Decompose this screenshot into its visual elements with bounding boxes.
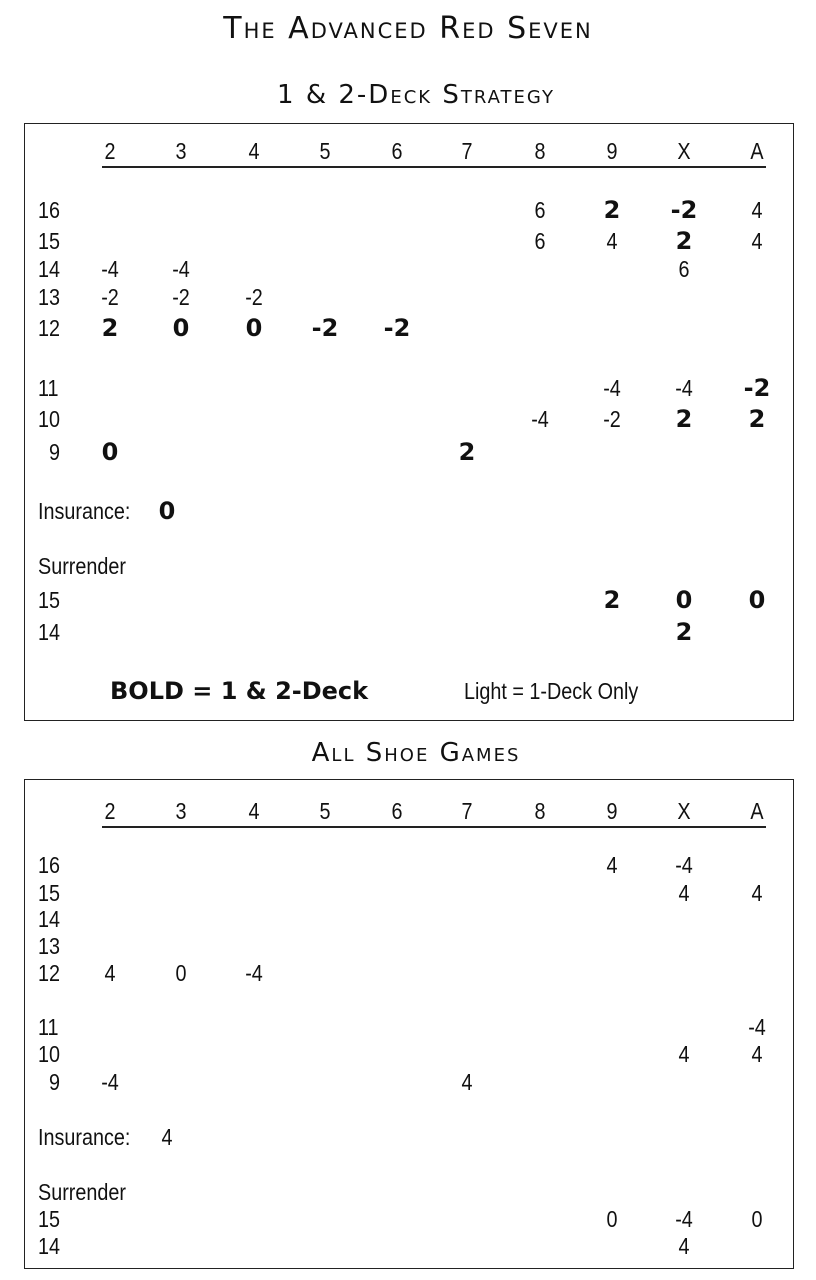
section1-cell: -4: [531, 406, 549, 432]
section2-cell: 4: [678, 880, 690, 906]
section1-row-label: 14: [38, 256, 61, 282]
section2-cell: -4: [675, 852, 693, 878]
section2-row-label: 14: [38, 906, 61, 932]
section1-row-label: 14: [38, 619, 61, 645]
section2-col-header: 5: [319, 798, 331, 824]
section1-surrender-label: Surrender: [38, 553, 126, 579]
section2-row-label: 9: [49, 1069, 61, 1095]
section1-row-label: 11: [38, 375, 59, 401]
section2-cell: 4: [606, 852, 618, 878]
section1-cell: -4: [675, 375, 693, 401]
section2-insurance-label: Insurance:: [38, 1124, 131, 1150]
section2-col-header: 6: [391, 798, 403, 824]
section1-cell: -2: [670, 196, 698, 224]
section1-cell: -4: [101, 256, 119, 282]
section2-surrender-label: Surrender: [38, 1179, 126, 1205]
section2-col-header: 8: [534, 798, 546, 824]
section1-cell: 0: [245, 314, 263, 342]
section2-cell: -4: [748, 1014, 766, 1040]
section1-col-header: X: [677, 138, 691, 164]
section2-row-label: 15: [38, 880, 61, 906]
legend-light-text: Light = 1-Deck Only: [464, 678, 639, 704]
section1-cell: 2: [675, 405, 693, 433]
section1-cell: 2: [603, 586, 621, 614]
section1-cell: -4: [603, 375, 621, 401]
section1-cell: -2: [172, 284, 190, 310]
section1-cell: 2: [101, 314, 119, 342]
section2-cell: 0: [175, 960, 187, 986]
section2-row-label: 15: [38, 1206, 61, 1232]
section1-cell: 0: [748, 586, 766, 614]
section1-cell: 0: [675, 586, 693, 614]
section1-col-header: 2: [104, 138, 116, 164]
section2-cell: 4: [461, 1069, 473, 1095]
section1-cell: -4: [172, 256, 190, 282]
section2-cell: 4: [678, 1041, 690, 1067]
section1-row-label: 15: [38, 587, 61, 613]
section2-col-header: 2: [104, 798, 116, 824]
section2-cell: -4: [675, 1206, 693, 1232]
section1-row-label: 15: [38, 228, 61, 254]
section1-cell: -2: [101, 284, 119, 310]
section1-heading: 1 & 2-Deck Strategy: [277, 80, 555, 110]
page-title: The Advanced Red Seven: [223, 11, 593, 46]
section2-col-header: 4: [248, 798, 260, 824]
section1-cell: 2: [675, 618, 693, 646]
section1-row-label: 10: [38, 406, 61, 432]
section1-col-header: 4: [248, 138, 260, 164]
section2-col-header: X: [677, 798, 691, 824]
section1-cell: -2: [311, 314, 339, 342]
section2-cell: -4: [101, 1069, 119, 1095]
section1-cell: 6: [534, 228, 546, 254]
section1-cell: -2: [603, 406, 621, 432]
section1-row-label: 16: [38, 197, 61, 223]
section1-insurance-label: Insurance:: [38, 498, 131, 524]
section1-row-label: 12: [38, 315, 61, 341]
section1-cell: 4: [751, 228, 763, 254]
section1-col-header: 6: [391, 138, 403, 164]
section2-cell: -4: [245, 960, 263, 986]
section1-cell: 4: [606, 228, 618, 254]
section2-col-header: 7: [461, 798, 473, 824]
section2-row-label: 11: [38, 1014, 59, 1040]
section1-col-header: 7: [461, 138, 473, 164]
section2-row-label: 14: [38, 1233, 61, 1259]
section1-cell: 6: [534, 197, 546, 223]
section1-cell: 4: [751, 197, 763, 223]
legend-bold-text: BOLD = 1 & 2-Deck: [110, 677, 369, 705]
section2-cell: 4: [678, 1233, 690, 1259]
section2-col-header: A: [750, 798, 764, 824]
section2-cell: 0: [751, 1206, 763, 1232]
section1-insurance-value: 0: [158, 497, 176, 525]
section2-heading: All Shoe Games: [311, 738, 521, 768]
section2-row-label: 10: [38, 1041, 61, 1067]
section1-cell: 2: [458, 438, 476, 466]
section1-row-label: 13: [38, 284, 61, 310]
section1-row-label: 9: [49, 439, 61, 465]
section1-cell: 6: [678, 256, 690, 282]
section2-cell: 0: [606, 1206, 618, 1232]
section2-row-label: 12: [38, 960, 61, 986]
section1-cell: 0: [101, 438, 119, 466]
section1-cell: 0: [172, 314, 190, 342]
section1-header-underline: [102, 166, 766, 168]
section2-col-header: 3: [175, 798, 187, 824]
section1-cell: -2: [383, 314, 411, 342]
section2-cell: 4: [751, 880, 763, 906]
section1-cell: -2: [245, 284, 263, 310]
section2-insurance-value: 4: [161, 1124, 173, 1150]
section1-col-header: 3: [175, 138, 187, 164]
section1-cell: 2: [675, 227, 693, 255]
section1-col-header: 9: [606, 138, 618, 164]
section2-row-label: 16: [38, 852, 61, 878]
section2-row-label: 13: [38, 933, 61, 959]
section1-col-header: 5: [319, 138, 331, 164]
section2-cell: 4: [104, 960, 116, 986]
section1-cell: 2: [748, 405, 766, 433]
section2-cell: 4: [751, 1041, 763, 1067]
section1-col-header: 8: [534, 138, 546, 164]
section2-header-underline: [102, 826, 766, 828]
section1-cell: 2: [603, 196, 621, 224]
section2-col-header: 9: [606, 798, 618, 824]
section1-cell: -2: [743, 374, 771, 402]
section1-col-header: A: [750, 138, 764, 164]
